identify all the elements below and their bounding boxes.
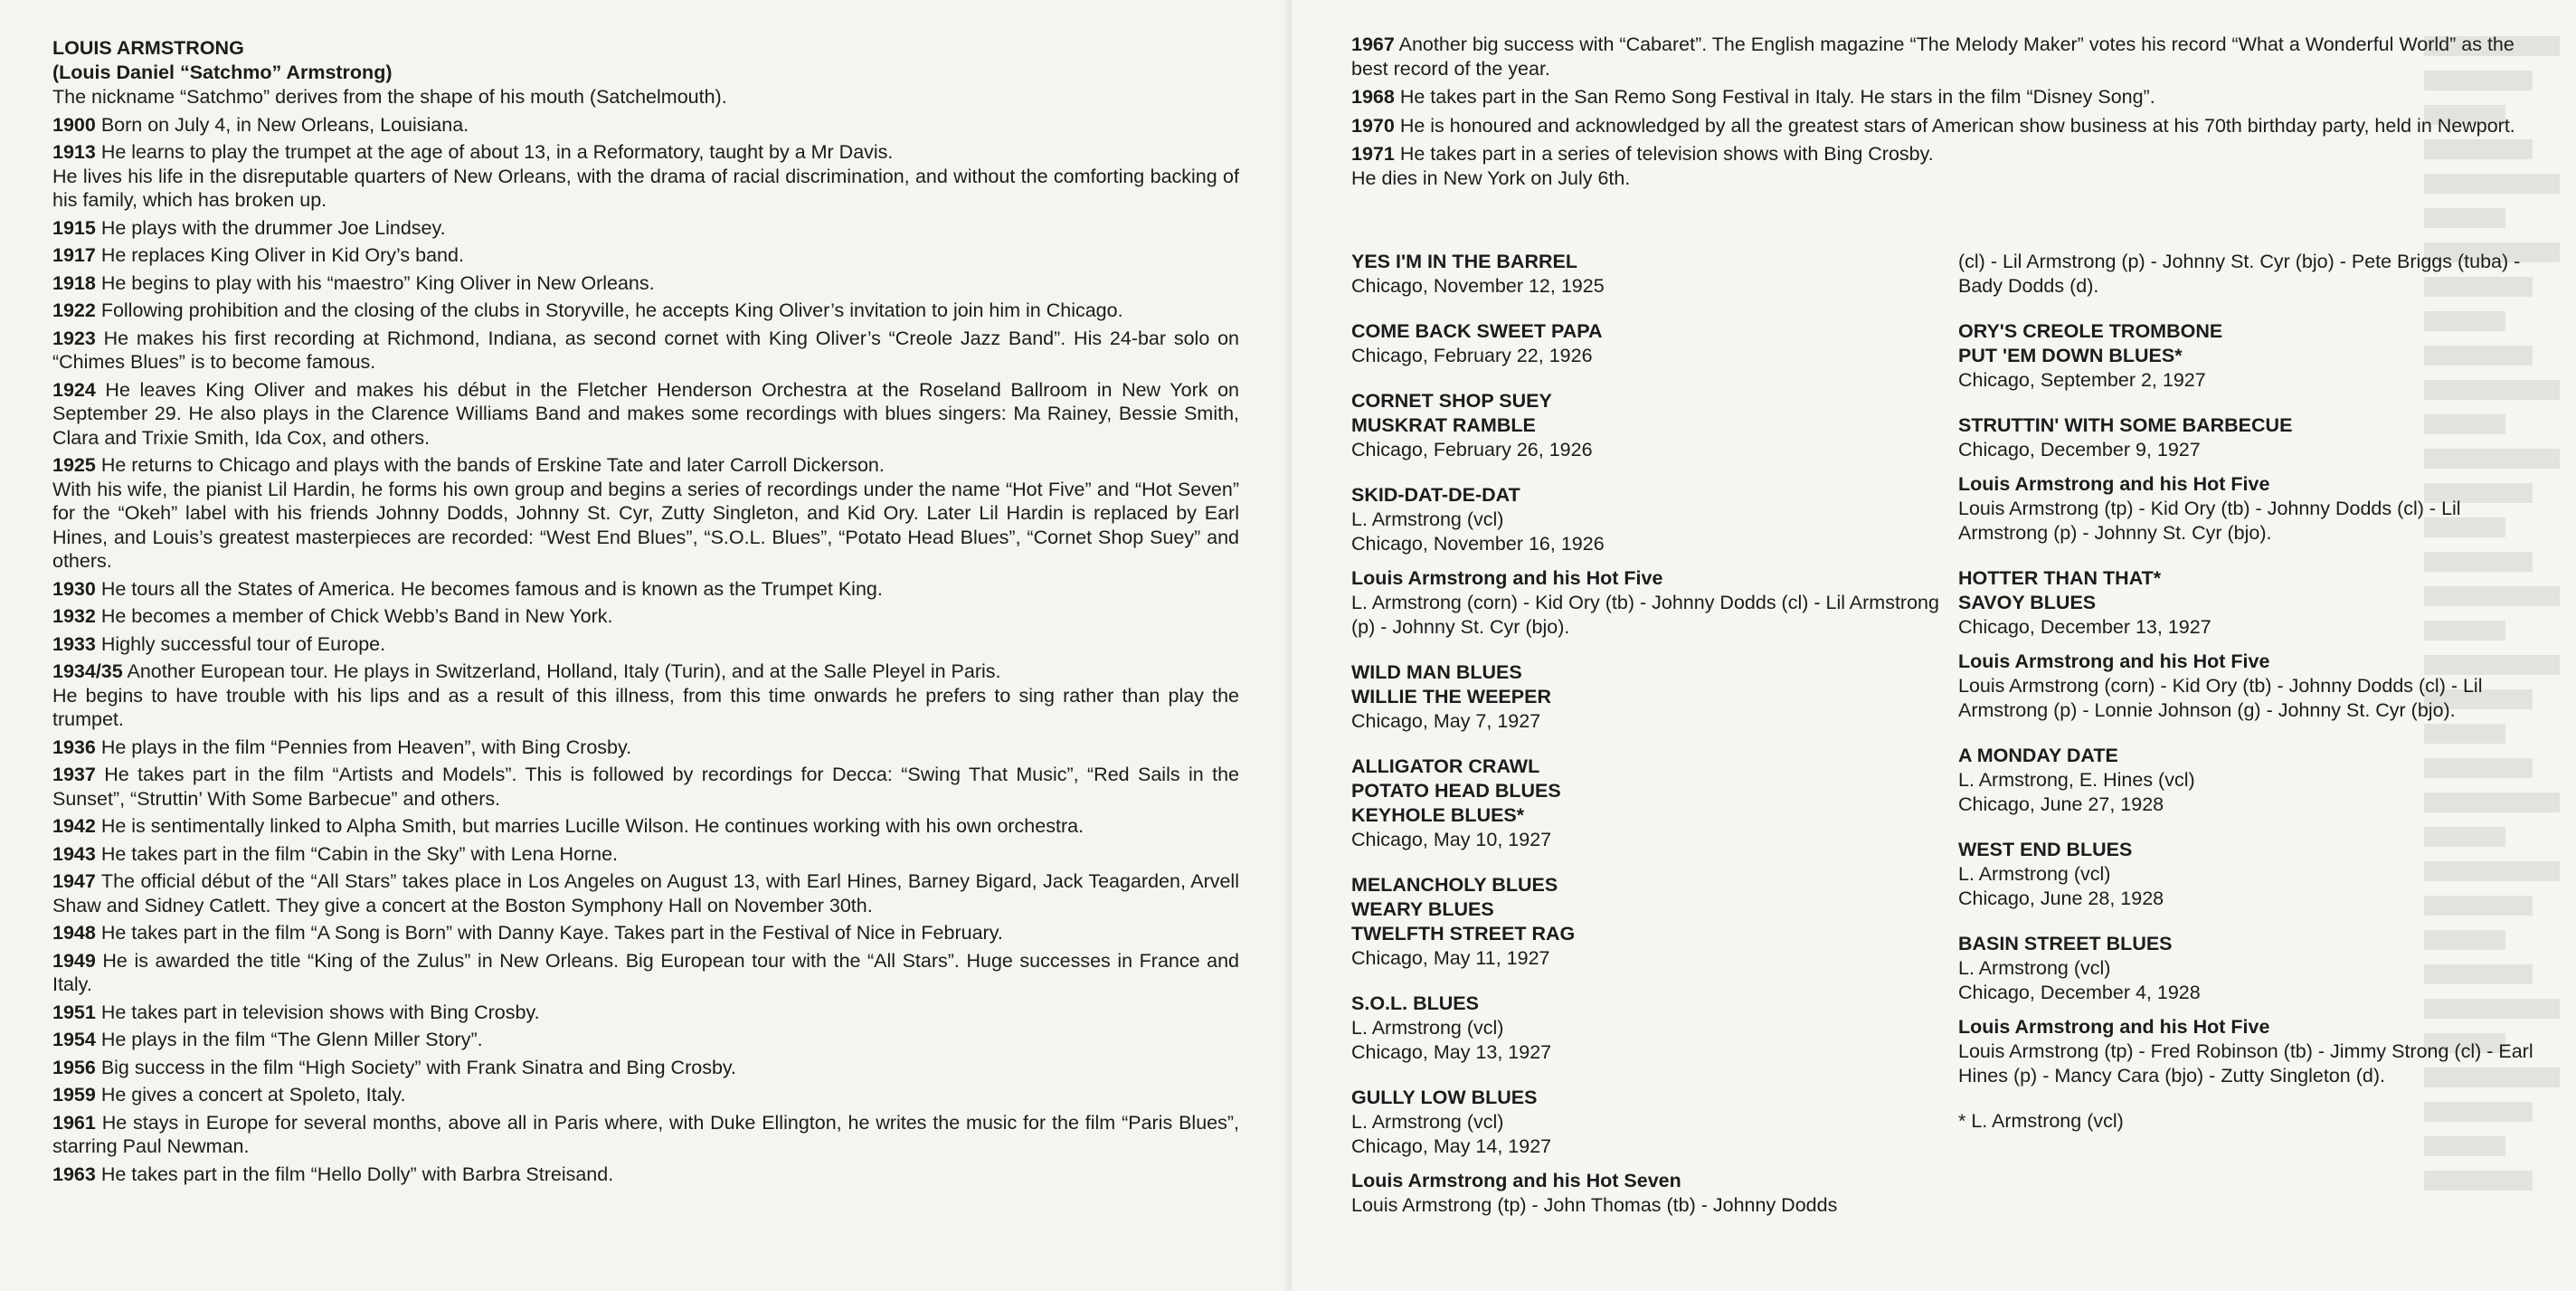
timeline-year: 1924 bbox=[52, 378, 96, 401]
timeline-continuation: He dies in New York on July 6th. bbox=[1351, 166, 1631, 189]
track-block bbox=[1351, 250, 1948, 299]
timeline-text: He plays in the film “Pennies from Heaven”, with Bing Crosby. bbox=[95, 736, 632, 758]
timeline-text: Born on July 4, in New Orleans, Louisiana. bbox=[95, 113, 469, 136]
timeline-entry bbox=[52, 763, 1239, 811]
track-detail: Chicago, February 26, 1926 bbox=[1351, 439, 1593, 460]
track-detail: L. Armstrong (corn) - Kid Ory (tb) - Johnny Dodds (cl) - Lil Armstrong (p) - Johnny St. Cyr (bjo). bbox=[1351, 592, 1939, 638]
timeline-year: 1917 bbox=[52, 244, 96, 266]
timeline-year: 1922 bbox=[52, 299, 96, 321]
timeline-year: 1934/35 bbox=[52, 660, 123, 682]
track-block bbox=[1351, 389, 1948, 462]
track-title: MELANCHOLY BLUES bbox=[1351, 874, 1558, 896]
track-title: ALLIGATOR CRAWL bbox=[1351, 755, 1540, 777]
track-block bbox=[1958, 1015, 2544, 1088]
timeline-text: He leaves King Oliver and makes his début in the Fletcher Henderson Orchestra at the Roseland Ballroom in New York on September 29. He also plays in the Clarence Williams Band and makes some recordings with blues singers: Ma Rainey, Bessie Smith, Clara and Trixie Smith, Ida Cox, and others. bbox=[52, 378, 1239, 449]
track-detail: Chicago, May 13, 1927 bbox=[1351, 1041, 1552, 1063]
timeline-text: He replaces King Oliver in Kid Ory’s band. bbox=[95, 244, 464, 266]
bio-timeline bbox=[52, 113, 1239, 1187]
timeline-year: 1971 bbox=[1351, 143, 1395, 165]
track-block bbox=[1958, 744, 2544, 817]
track-block bbox=[1958, 472, 2544, 546]
timeline-entry bbox=[52, 243, 1239, 268]
timeline-entry bbox=[52, 140, 1239, 165]
track-detail: L. Armstrong (vcl) bbox=[1958, 957, 2111, 979]
timeline-text: Highly successful tour of Europe. bbox=[95, 632, 386, 655]
timeline-text: Big success in the film “High Society” with Frank Sinatra and Bing Crosby. bbox=[95, 1056, 737, 1078]
timeline-year: 1967 bbox=[1351, 33, 1395, 55]
timeline-year: 1951 bbox=[52, 1001, 96, 1023]
track-block bbox=[1351, 873, 1948, 971]
timeline-entry bbox=[52, 299, 1239, 323]
track-title: MUSKRAT RAMBLE bbox=[1351, 414, 1536, 436]
timeline-entry bbox=[1351, 85, 2538, 109]
biography bbox=[52, 36, 1239, 1186]
track-detail: Chicago, May 10, 1927 bbox=[1351, 829, 1552, 850]
timeline-year: 1970 bbox=[1351, 114, 1395, 137]
timeline-entry bbox=[1351, 114, 2538, 138]
band-name: Louis Armstrong and his Hot Five bbox=[1351, 567, 1663, 589]
track-detail: L. Armstrong, E. Hines (vcl) bbox=[1958, 769, 2195, 791]
track-detail: L. Armstrong (vcl) bbox=[1351, 508, 1504, 530]
track-column-1 bbox=[1351, 250, 1948, 1239]
track-title: SAVOY BLUES bbox=[1958, 592, 2097, 613]
timeline-entry bbox=[52, 378, 1239, 451]
track-title: YES I'M IN THE BARREL bbox=[1351, 251, 1577, 272]
track-title: POTATO HEAD BLUES bbox=[1351, 780, 1561, 802]
track-title: ORY'S CREOLE TROMBONE bbox=[1958, 320, 2223, 342]
track-detail: Chicago, June 27, 1928 bbox=[1958, 793, 2164, 815]
band-name: Louis Armstrong and his Hot Five bbox=[1958, 650, 2270, 672]
track-detail: Louis Armstrong (tp) - John Thomas (tb) - Johnny Dodds bbox=[1351, 1194, 1838, 1216]
track-detail: L. Armstrong (vcl) bbox=[1351, 1111, 1504, 1133]
timeline-entry bbox=[1351, 33, 2538, 81]
timeline-entry bbox=[52, 736, 1239, 760]
timeline-entry bbox=[52, 1111, 1239, 1159]
track-title: GULLY LOW BLUES bbox=[1351, 1087, 1538, 1108]
timeline-text: He gives a concert at Spoleto, Italy. bbox=[95, 1084, 406, 1106]
track-detail: Chicago, December 9, 1927 bbox=[1958, 439, 2201, 460]
timeline-year: 1933 bbox=[52, 632, 96, 655]
timeline-year: 1947 bbox=[52, 870, 96, 892]
track-detail: Chicago, May 11, 1927 bbox=[1351, 947, 1550, 969]
timeline-year: 1923 bbox=[52, 327, 96, 349]
timeline-entry bbox=[52, 577, 1239, 602]
timeline-continuation: With his wife, the pianist Lil Hardin, he forms his own group and begins a series of recordings under the name “Hot Five” and “Hot Seven” for the “Okeh” label with his friends Johnny Dodds, Johnny St. Cyr, Zutty Singleton, and Kid Ory. Later Lil Hardin is replaced by Earl Hines, and Louis’s greatest masterpieces are recorded: “West End Blues”, “S.O.L. Blues”, “Potato Head Blues”, “Cornet Shop Suey” and others. bbox=[52, 478, 1239, 572]
track-title: COME BACK SWEET PAPA bbox=[1351, 320, 1603, 342]
track-title: PUT 'EM DOWN BLUES* bbox=[1958, 345, 2183, 366]
track-block bbox=[1351, 483, 1948, 556]
timeline-year: 1954 bbox=[52, 1029, 96, 1050]
timeline-text: He becomes a member of Chick Webb’s Band in New York. bbox=[95, 605, 613, 627]
bio-timeline-continued bbox=[1351, 33, 2538, 190]
track-detail: Chicago, February 22, 1926 bbox=[1351, 345, 1593, 366]
timeline-entry bbox=[52, 271, 1239, 296]
timeline-entry bbox=[52, 453, 1239, 478]
timeline-entry bbox=[52, 604, 1239, 629]
timeline-text: He makes his first recording at Richmond, Indiana, as second cornet with King Oliver’s “Creole Jazz Band”. His 24-bar solo on “Chimes Blues” is to become famous. bbox=[52, 327, 1239, 373]
timeline-entry bbox=[52, 632, 1239, 657]
timeline-entry bbox=[52, 1163, 1239, 1187]
timeline-text: He is honoured and acknowledged by all the greatest stars of American show business at his 70th birthday party, held in Newport. bbox=[1394, 114, 2515, 137]
timeline-text: Another European tour. He plays in Switzerland, Holland, Italy (Turin), and at the Salle Pleyel in Paris. bbox=[122, 660, 1001, 682]
timeline-entry bbox=[52, 1056, 1239, 1080]
timeline-year: 1932 bbox=[52, 605, 96, 627]
timeline-text: He plays with the drummer Joe Lindsey. bbox=[95, 216, 446, 239]
timeline-entry bbox=[52, 216, 1239, 241]
timeline-year: 1937 bbox=[52, 764, 96, 785]
track-title: HOTTER THAN THAT* bbox=[1958, 567, 2162, 589]
timeline-text: He takes part in the film “Hello Dolly” with Barbra Streisand. bbox=[95, 1163, 614, 1185]
track-title: WILD MAN BLUES bbox=[1351, 661, 1522, 683]
track-title: STRUTTIN' WITH SOME BARBECUE bbox=[1958, 414, 2293, 436]
track-block bbox=[1958, 1109, 2544, 1134]
timeline-year: 1943 bbox=[52, 842, 96, 865]
timeline-year: 1961 bbox=[52, 1111, 96, 1134]
track-title: CORNET SHOP SUEY bbox=[1351, 390, 1552, 412]
track-detail: Chicago, June 28, 1928 bbox=[1958, 888, 2164, 909]
timeline-year: 1956 bbox=[52, 1056, 96, 1078]
timeline-text: He tours all the States of America. He becomes famous and is known as the Trumpet King. bbox=[95, 577, 883, 600]
track-detail: Chicago, December 13, 1927 bbox=[1958, 616, 2211, 638]
track-block bbox=[1958, 838, 2544, 911]
track-title: S.O.L. BLUES bbox=[1351, 992, 1479, 1014]
band-name: Louis Armstrong and his Hot Five bbox=[1958, 1016, 2270, 1038]
track-block bbox=[1351, 992, 1948, 1065]
timeline-entry bbox=[52, 1001, 1239, 1025]
timeline-text: He takes part in television shows with Bing Crosby. bbox=[95, 1001, 540, 1023]
track-block bbox=[1958, 650, 2544, 723]
timeline-continuation: He begins to have trouble with his lips and as a result of this illness, from this time onwards he prefers to sing rather than play the trumpet. bbox=[52, 684, 1239, 730]
timeline-year: 1918 bbox=[52, 271, 96, 294]
track-detail: Louis Armstrong (tp) - Fred Robinson (tb) - Jimmy Strong (cl) - Earl Hines (p) - Mancy Cara (bjo) - Zutty Singleton (d). bbox=[1958, 1040, 2533, 1087]
track-block bbox=[1958, 319, 2544, 393]
timeline-text: He plays in the film “The Glenn Miller Story”. bbox=[95, 1029, 483, 1050]
track-title: TWELFTH STREET RAG bbox=[1351, 923, 1576, 945]
track-detail: Louis Armstrong (corn) - Kid Ory (tb) - Johnny Dodds (cl) - Lil Armstrong (p) - Lonnie Johnson (g) - Johnny St. Cyr (bjo). bbox=[1958, 675, 2483, 721]
track-detail: Louis Armstrong (tp) - Kid Ory (tb) - Johnny Dodds (cl) - Lil Armstrong (p) - Johnny St. Cyr (bjo). bbox=[1958, 498, 2461, 544]
timeline-text: He takes part in the film “A Song is Born” with Danny Kaye. Takes part in the Festival of Nice in February. bbox=[95, 922, 1003, 944]
timeline-year: 1968 bbox=[1351, 86, 1395, 108]
timeline-year: 1949 bbox=[52, 949, 96, 972]
track-block bbox=[1958, 413, 2544, 462]
timeline-year: 1948 bbox=[52, 922, 96, 944]
timeline-entry bbox=[52, 921, 1239, 945]
timeline-year: 1913 bbox=[52, 141, 96, 163]
timeline-text: He learns to play the trumpet at the age of about 13, in a Reformatory, taught by a Mr Davis. bbox=[95, 141, 894, 163]
track-title: WEST END BLUES bbox=[1958, 839, 2133, 860]
timeline-entry bbox=[52, 1028, 1239, 1052]
track-detail: Chicago, September 2, 1927 bbox=[1958, 369, 2206, 391]
timeline-text: He returns to Chicago and plays with the bands of Erskine Tate and later Carroll Dickerson. bbox=[95, 454, 885, 476]
timeline-entry bbox=[52, 1083, 1239, 1107]
track-column-2 bbox=[1958, 250, 2544, 1154]
timeline-text: He takes part in the film “Cabin in the Sky” with Lena Horne. bbox=[95, 842, 619, 865]
track-block bbox=[1958, 566, 2544, 640]
track-title: BASIN STREET BLUES bbox=[1958, 933, 2173, 954]
bio-heading: LOUIS ARMSTRONG bbox=[52, 37, 244, 59]
track-title: KEYHOLE BLUES* bbox=[1351, 804, 1525, 826]
track-block bbox=[1958, 932, 2544, 1005]
timeline-text: He stays in Europe for several months, above all in Paris where, with Duke Ellington, he writes the music for the film “Paris Blues”, starring Paul Newman. bbox=[52, 1111, 1239, 1157]
timeline-text: Following prohibition and the closing of the clubs in Storyville, he accepts King Oliver’s invitation to join him in Chicago. bbox=[95, 299, 1123, 321]
track-block bbox=[1351, 660, 1948, 734]
timeline-text: He begins to play with his “maestro” King Oliver in New Orleans. bbox=[95, 271, 655, 294]
track-detail: Chicago, November 16, 1926 bbox=[1351, 533, 1605, 555]
track-detail: L. Armstrong (vcl) bbox=[1958, 863, 2111, 885]
timeline-text: The official début of the “All Stars” takes place in Los Angeles on August 13, with Earl Hines, Barney Bigard, Jack Teagarden, Arvell Shaw and Sidney Catlett. They give a concert at the Boston Symphony Hall on November 30th. bbox=[52, 870, 1239, 916]
timeline-text: He is awarded the title “King of the Zulus” in New Orleans. Big European tour with the “All Stars”. Huge successes in France and Italy. bbox=[52, 949, 1239, 995]
timeline-year: 1959 bbox=[52, 1084, 96, 1106]
track-detail: Chicago, November 12, 1925 bbox=[1351, 275, 1605, 297]
timeline-entry bbox=[52, 327, 1239, 375]
track-block bbox=[1958, 250, 2544, 299]
band-name: Louis Armstrong and his Hot Seven bbox=[1351, 1170, 1681, 1191]
timeline-entry bbox=[52, 869, 1239, 917]
track-detail: Chicago, May 7, 1927 bbox=[1351, 710, 1541, 732]
track-block bbox=[1351, 319, 1948, 368]
bio-subheading: (Louis Daniel “Satchmo” Armstrong) bbox=[52, 62, 393, 83]
timeline-year: 1942 bbox=[52, 815, 96, 837]
track-detail: (cl) - Lil Armstrong (p) - Johnny St. Cyr (bjo) - Pete Briggs (tuba) - Bady Dodds (d). bbox=[1958, 251, 2521, 297]
timeline-entry bbox=[52, 814, 1239, 839]
track-block bbox=[1351, 1169, 1948, 1218]
timeline-year: 1936 bbox=[52, 736, 96, 758]
track-title: A MONDAY DATE bbox=[1958, 745, 2118, 766]
track-title: WEARY BLUES bbox=[1351, 898, 1494, 920]
timeline-text: He is sentimentally linked to Alpha Smith, but marries Lucille Wilson. He continues working with his own orchestra. bbox=[95, 815, 1084, 837]
timeline-text: Another big success with “Cabaret”. The English magazine “The Melody Maker” votes his record “What a Wonderful World” as the best record of the year. bbox=[1351, 33, 2514, 80]
track-block bbox=[1351, 566, 1948, 640]
timeline-year: 1963 bbox=[52, 1163, 96, 1185]
band-name: Louis Armstrong and his Hot Five bbox=[1958, 473, 2270, 495]
track-title: WILLIE THE WEEPER bbox=[1351, 686, 1551, 707]
timeline-year: 1925 bbox=[52, 454, 96, 476]
timeline-year: 1915 bbox=[52, 216, 96, 239]
track-detail: * L. Armstrong (vcl) bbox=[1958, 1110, 2124, 1132]
timeline-entry bbox=[1351, 142, 2538, 166]
track-block bbox=[1351, 755, 1948, 852]
timeline-text: He takes part in the San Remo Song Festival in Italy. He stars in the film “Disney Song”. bbox=[1394, 86, 2155, 108]
timeline-entry bbox=[52, 113, 1239, 138]
track-block bbox=[1351, 1086, 1948, 1159]
timeline-text: He takes part in the film “Artists and Models”. This is followed by recordings for Decca: “Swing That Music”, “Red Sails in the Sunset”, “Struttin’ With Some Barbecue” and others. bbox=[52, 764, 1239, 810]
track-detail: L. Armstrong (vcl) bbox=[1351, 1017, 1504, 1039]
track-detail: Chicago, May 14, 1927 bbox=[1351, 1135, 1552, 1157]
timeline-year: 1900 bbox=[52, 113, 96, 136]
bio-intro: The nickname “Satchmo” derives from the shape of his mouth (Satchelmouth). bbox=[52, 86, 727, 108]
timeline-entry bbox=[52, 949, 1239, 997]
timeline-continuation: He lives his life in the disreputable quarters of New Orleans, with the drama of racial discrimination, and without the comforting backing of his family, which has broken up. bbox=[52, 165, 1239, 211]
track-detail: Chicago, December 4, 1928 bbox=[1958, 982, 2201, 1003]
timeline-entry bbox=[52, 842, 1239, 867]
track-title: SKID-DAT-DE-DAT bbox=[1351, 484, 1520, 506]
timeline-entry bbox=[52, 660, 1239, 684]
timeline-year: 1930 bbox=[52, 577, 96, 600]
timeline-text: He takes part in a series of television shows with Bing Crosby. bbox=[1394, 143, 1934, 165]
